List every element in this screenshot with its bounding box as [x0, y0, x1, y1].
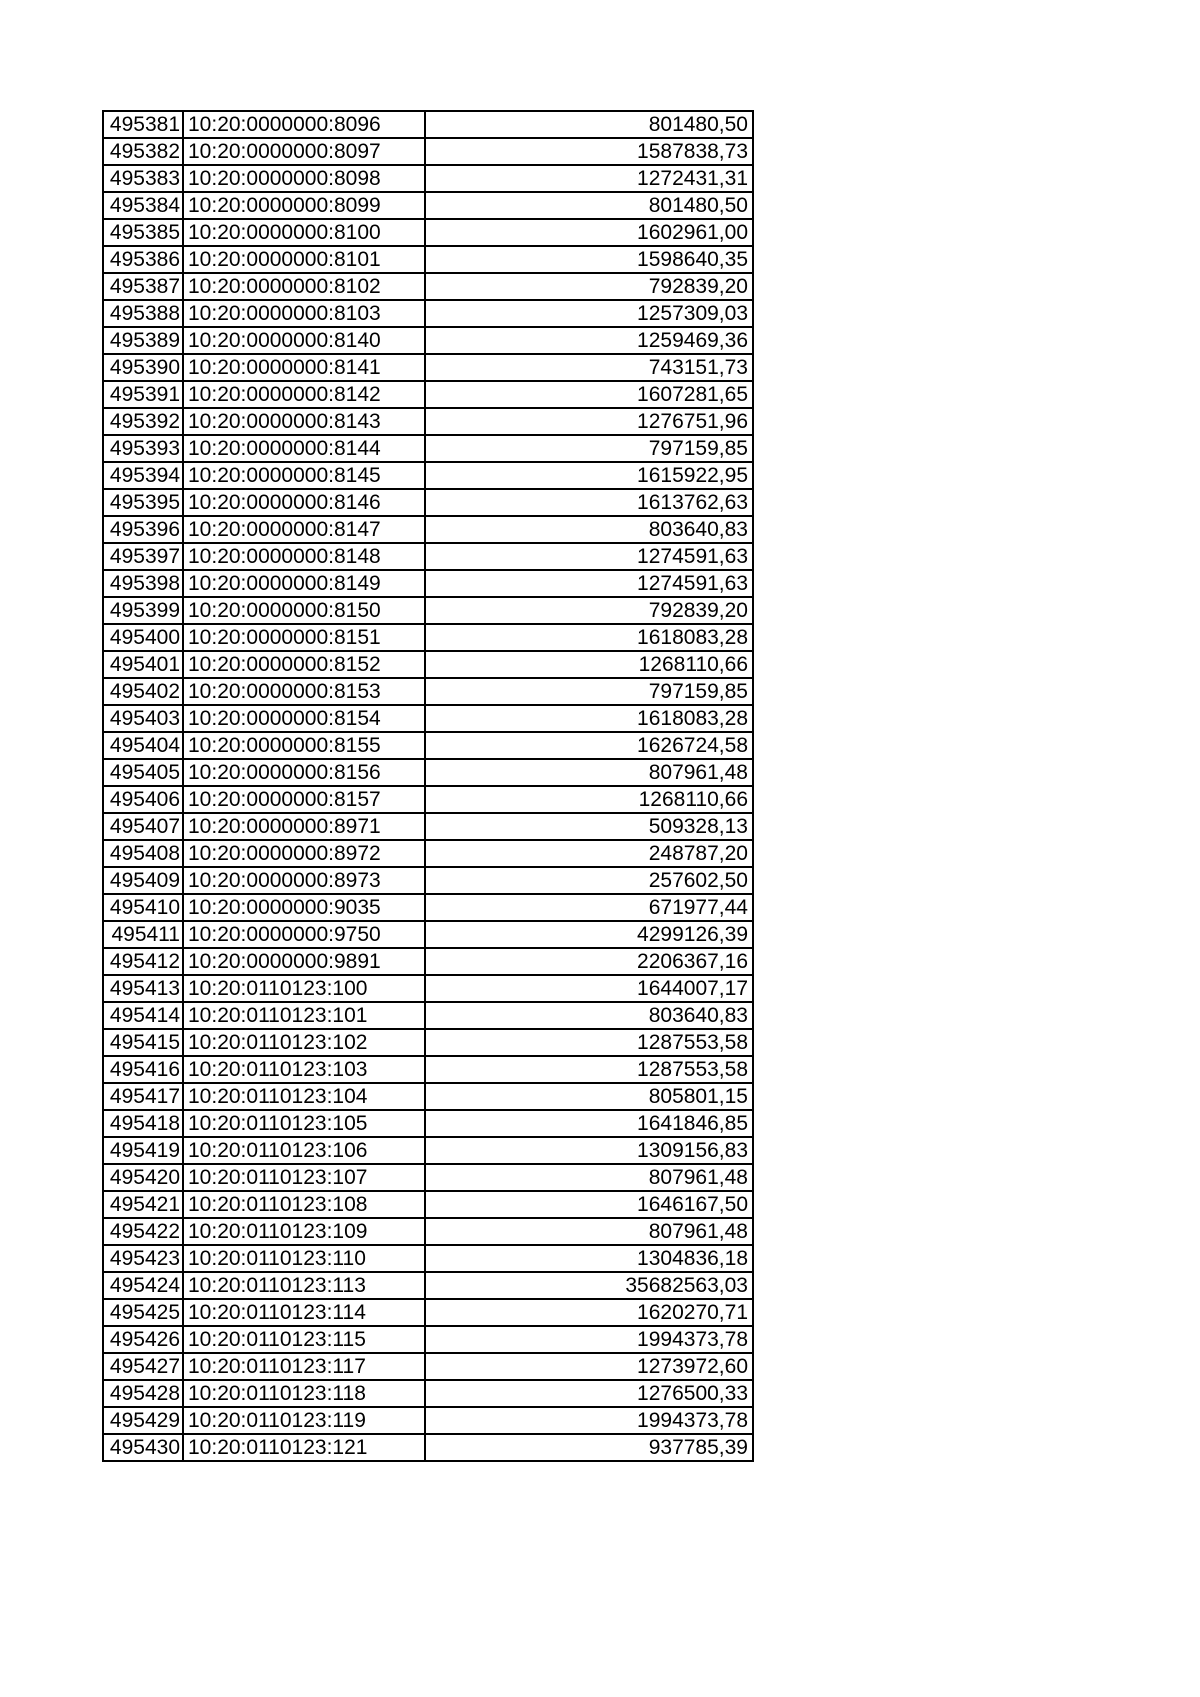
- row-number-cell: 495394: [103, 462, 183, 489]
- cadastral-number-cell: 10:20:0000000:8147: [183, 516, 425, 543]
- value-cell: 1994373,78: [425, 1326, 753, 1353]
- cadastral-number-cell: 10:20:0000000:8144: [183, 435, 425, 462]
- cadastral-number-cell: 10:20:0000000:8153: [183, 678, 425, 705]
- table-row: [103, 273, 753, 300]
- value-cell: 1618083,28: [425, 624, 753, 651]
- row-number-cell: 495391: [103, 381, 183, 408]
- row-number-cell: 495405: [103, 759, 183, 786]
- row-number-cell: 495418: [103, 1110, 183, 1137]
- table-row: [103, 813, 753, 840]
- table-body: [103, 111, 753, 1461]
- row-number-cell: 495422: [103, 1218, 183, 1245]
- cadastral-number-cell: 10:20:0110123:117: [183, 1353, 425, 1380]
- row-number-cell: 495404: [103, 732, 183, 759]
- value-cell: 797159,85: [425, 678, 753, 705]
- cadastral-number-cell: 10:20:0110123:104: [183, 1083, 425, 1110]
- value-cell: 1626724,58: [425, 732, 753, 759]
- table-row: [103, 894, 753, 921]
- row-number-cell: 495425: [103, 1299, 183, 1326]
- row-number-cell: 495393: [103, 435, 183, 462]
- cadastral-number-cell: 10:20:0000000:8100: [183, 219, 425, 246]
- table-row: [103, 300, 753, 327]
- row-number-cell: 495416: [103, 1056, 183, 1083]
- cadastral-number-cell: 10:20:0000000:8156: [183, 759, 425, 786]
- table-row: [103, 1407, 753, 1434]
- cadastral-number-cell: 10:20:0000000:8151: [183, 624, 425, 651]
- value-cell: 35682563,03: [425, 1272, 753, 1299]
- cadastral-number-cell: 10:20:0000000:8148: [183, 543, 425, 570]
- table-row: [103, 1218, 753, 1245]
- row-number-cell: 495426: [103, 1326, 183, 1353]
- cadastral-number-cell: 10:20:0000000:8143: [183, 408, 425, 435]
- row-number-cell: 495401: [103, 651, 183, 678]
- cadastral-number-cell: 10:20:0110123:115: [183, 1326, 425, 1353]
- table-row: [103, 543, 753, 570]
- row-number-cell: 495413: [103, 975, 183, 1002]
- row-number-cell: 495424: [103, 1272, 183, 1299]
- row-number-cell: 495419: [103, 1137, 183, 1164]
- table-row: [103, 921, 753, 948]
- row-number-cell: 495430: [103, 1434, 183, 1461]
- table-row: [103, 840, 753, 867]
- cadastral-number-cell: 10:20:0000000:8099: [183, 192, 425, 219]
- cadastral-number-cell: 10:20:0000000:8142: [183, 381, 425, 408]
- table-row: [103, 462, 753, 489]
- value-cell: 2206367,16: [425, 948, 753, 975]
- row-number-cell: 495387: [103, 273, 183, 300]
- cadastral-number-cell: 10:20:0000000:8145: [183, 462, 425, 489]
- value-cell: 1276500,33: [425, 1380, 753, 1407]
- cadastral-number-cell: 10:20:0000000:8098: [183, 165, 425, 192]
- table-row: [103, 867, 753, 894]
- value-cell: 801480,50: [425, 111, 753, 138]
- cadastral-number-cell: 10:20:0110123:108: [183, 1191, 425, 1218]
- row-number-cell: 495392: [103, 408, 183, 435]
- table-row: [103, 354, 753, 381]
- table-row: [103, 489, 753, 516]
- table-row: [103, 1353, 753, 1380]
- table-row: [103, 1191, 753, 1218]
- value-cell: 1272431,31: [425, 165, 753, 192]
- table-row: [103, 732, 753, 759]
- row-number-cell: 495414: [103, 1002, 183, 1029]
- cadastral-number-cell: 10:20:0000000:9891: [183, 948, 425, 975]
- value-cell: 1268110,66: [425, 786, 753, 813]
- value-cell: 1613762,63: [425, 489, 753, 516]
- table-row: [103, 624, 753, 651]
- value-cell: 1607281,65: [425, 381, 753, 408]
- cadastral-value-table: [102, 110, 754, 1462]
- value-cell: 1287553,58: [425, 1029, 753, 1056]
- value-cell: 1273972,60: [425, 1353, 753, 1380]
- value-cell: 1598640,35: [425, 246, 753, 273]
- cadastral-number-cell: 10:20:0000000:9035: [183, 894, 425, 921]
- row-number-cell: 495423: [103, 1245, 183, 1272]
- table-row: [103, 678, 753, 705]
- cadastral-number-cell: 10:20:0110123:109: [183, 1218, 425, 1245]
- row-number-cell: 495385: [103, 219, 183, 246]
- cadastral-number-cell: 10:20:0000000:8154: [183, 705, 425, 732]
- table-row: [103, 948, 753, 975]
- value-cell: 1615922,95: [425, 462, 753, 489]
- cadastral-number-cell: 10:20:0110123:100: [183, 975, 425, 1002]
- cadastral-number-cell: 10:20:0000000:8152: [183, 651, 425, 678]
- cadastral-number-cell: 10:20:0000000:8146: [183, 489, 425, 516]
- value-cell: 805801,15: [425, 1083, 753, 1110]
- value-cell: 801480,50: [425, 192, 753, 219]
- value-cell: 1268110,66: [425, 651, 753, 678]
- table-row: [103, 1029, 753, 1056]
- value-cell: 671977,44: [425, 894, 753, 921]
- table-row: [103, 786, 753, 813]
- value-cell: 1274591,63: [425, 543, 753, 570]
- cadastral-number-cell: 10:20:0000000:8149: [183, 570, 425, 597]
- value-cell: 797159,85: [425, 435, 753, 462]
- row-number-cell: 495408: [103, 840, 183, 867]
- row-number-cell: 495403: [103, 705, 183, 732]
- table-row: [103, 192, 753, 219]
- value-cell: 1994373,78: [425, 1407, 753, 1434]
- row-number-cell: 495389: [103, 327, 183, 354]
- value-cell: 1287553,58: [425, 1056, 753, 1083]
- cadastral-number-cell: 10:20:0000000:8157: [183, 786, 425, 813]
- row-number-cell: 495384: [103, 192, 183, 219]
- cadastral-number-cell: 10:20:0110123:103: [183, 1056, 425, 1083]
- row-number-cell: 495388: [103, 300, 183, 327]
- cadastral-number-cell: 10:20:0000000:8096: [183, 111, 425, 138]
- table-row: [103, 651, 753, 678]
- cadastral-number-cell: 10:20:0110123:113: [183, 1272, 425, 1299]
- row-number-cell: 495415: [103, 1029, 183, 1056]
- value-cell: 743151,73: [425, 354, 753, 381]
- table-row: [103, 165, 753, 192]
- value-cell: 807961,48: [425, 759, 753, 786]
- table-row: [103, 381, 753, 408]
- value-cell: 792839,20: [425, 597, 753, 624]
- row-number-cell: 495399: [103, 597, 183, 624]
- cadastral-number-cell: 10:20:0000000:8103: [183, 300, 425, 327]
- row-number-cell: 495410: [103, 894, 183, 921]
- cadastral-number-cell: 10:20:0000000:8971: [183, 813, 425, 840]
- row-number-cell: 495395: [103, 489, 183, 516]
- value-cell: 937785,39: [425, 1434, 753, 1461]
- cadastral-number-cell: 10:20:0110123:118: [183, 1380, 425, 1407]
- table-row: [103, 1272, 753, 1299]
- value-cell: 807961,48: [425, 1164, 753, 1191]
- table-row: [103, 1299, 753, 1326]
- table-row: [103, 1056, 753, 1083]
- cadastral-number-cell: 10:20:0000000:8101: [183, 246, 425, 273]
- row-number-cell: 495382: [103, 138, 183, 165]
- value-cell: 1587838,73: [425, 138, 753, 165]
- table-row: [103, 1083, 753, 1110]
- table-row: [103, 516, 753, 543]
- table-row: [103, 246, 753, 273]
- value-cell: 1309156,83: [425, 1137, 753, 1164]
- table-row: [103, 759, 753, 786]
- table-row: [103, 1137, 753, 1164]
- value-cell: 803640,83: [425, 1002, 753, 1029]
- cadastral-number-cell: 10:20:0000000:8973: [183, 867, 425, 894]
- row-number-cell: 495411: [103, 921, 183, 948]
- cadastral-number-cell: 10:20:0110123:121: [183, 1434, 425, 1461]
- table-row: [103, 408, 753, 435]
- cadastral-number-cell: 10:20:0110123:102: [183, 1029, 425, 1056]
- table-row: [103, 219, 753, 246]
- table-row: [103, 705, 753, 732]
- cadastral-number-cell: 10:20:0110123:106: [183, 1137, 425, 1164]
- cadastral-number-cell: 10:20:0110123:114: [183, 1299, 425, 1326]
- value-cell: 792839,20: [425, 273, 753, 300]
- value-cell: 807961,48: [425, 1218, 753, 1245]
- table-row: [103, 1380, 753, 1407]
- cadastral-number-cell: 10:20:0110123:107: [183, 1164, 425, 1191]
- cadastral-number-cell: 10:20:0000000:8155: [183, 732, 425, 759]
- row-number-cell: 495406: [103, 786, 183, 813]
- value-cell: 1259469,36: [425, 327, 753, 354]
- row-number-cell: 495381: [103, 111, 183, 138]
- row-number-cell: 495420: [103, 1164, 183, 1191]
- row-number-cell: 495429: [103, 1407, 183, 1434]
- value-cell: 1641846,85: [425, 1110, 753, 1137]
- value-cell: 1644007,17: [425, 975, 753, 1002]
- row-number-cell: 495386: [103, 246, 183, 273]
- table-row: [103, 1002, 753, 1029]
- cadastral-number-cell: 10:20:0110123:105: [183, 1110, 425, 1137]
- row-number-cell: 495412: [103, 948, 183, 975]
- cadastral-number-cell: 10:20:0110123:119: [183, 1407, 425, 1434]
- value-cell: 1646167,50: [425, 1191, 753, 1218]
- row-number-cell: 495407: [103, 813, 183, 840]
- value-cell: 1274591,63: [425, 570, 753, 597]
- row-number-cell: 495409: [103, 867, 183, 894]
- table-row: [103, 1326, 753, 1353]
- cadastral-number-cell: 10:20:0110123:110: [183, 1245, 425, 1272]
- value-cell: 1304836,18: [425, 1245, 753, 1272]
- row-number-cell: 495397: [103, 543, 183, 570]
- value-cell: 1620270,71: [425, 1299, 753, 1326]
- cadastral-number-cell: 10:20:0000000:8141: [183, 354, 425, 381]
- table-row: [103, 327, 753, 354]
- table-row: [103, 975, 753, 1002]
- value-cell: 257602,50: [425, 867, 753, 894]
- row-number-cell: 495396: [103, 516, 183, 543]
- value-cell: 1618083,28: [425, 705, 753, 732]
- table-row: [103, 1110, 753, 1137]
- table-row: [103, 138, 753, 165]
- row-number-cell: 495390: [103, 354, 183, 381]
- table-row: [103, 1434, 753, 1461]
- cadastral-number-cell: 10:20:0000000:8972: [183, 840, 425, 867]
- value-cell: 509328,13: [425, 813, 753, 840]
- row-number-cell: 495428: [103, 1380, 183, 1407]
- table-row: [103, 570, 753, 597]
- value-cell: 1276751,96: [425, 408, 753, 435]
- cadastral-number-cell: 10:20:0000000:8140: [183, 327, 425, 354]
- cadastral-number-cell: 10:20:0000000:8102: [183, 273, 425, 300]
- cadastral-number-cell: 10:20:0110123:101: [183, 1002, 425, 1029]
- row-number-cell: 495398: [103, 570, 183, 597]
- value-cell: 4299126,39: [425, 921, 753, 948]
- row-number-cell: 495417: [103, 1083, 183, 1110]
- row-number-cell: 495427: [103, 1353, 183, 1380]
- cadastral-number-cell: 10:20:0000000:9750: [183, 921, 425, 948]
- row-number-cell: 495383: [103, 165, 183, 192]
- table-row: [103, 1245, 753, 1272]
- row-number-cell: 495421: [103, 1191, 183, 1218]
- cadastral-number-cell: 10:20:0000000:8097: [183, 138, 425, 165]
- row-number-cell: 495400: [103, 624, 183, 651]
- cadastral-number-cell: 10:20:0000000:8150: [183, 597, 425, 624]
- value-cell: 803640,83: [425, 516, 753, 543]
- table-row: [103, 435, 753, 462]
- value-cell: 1602961,00: [425, 219, 753, 246]
- table-row: [103, 1164, 753, 1191]
- value-cell: 248787,20: [425, 840, 753, 867]
- row-number-cell: 495402: [103, 678, 183, 705]
- table-row: [103, 597, 753, 624]
- value-cell: 1257309,03: [425, 300, 753, 327]
- table-row: [103, 111, 753, 138]
